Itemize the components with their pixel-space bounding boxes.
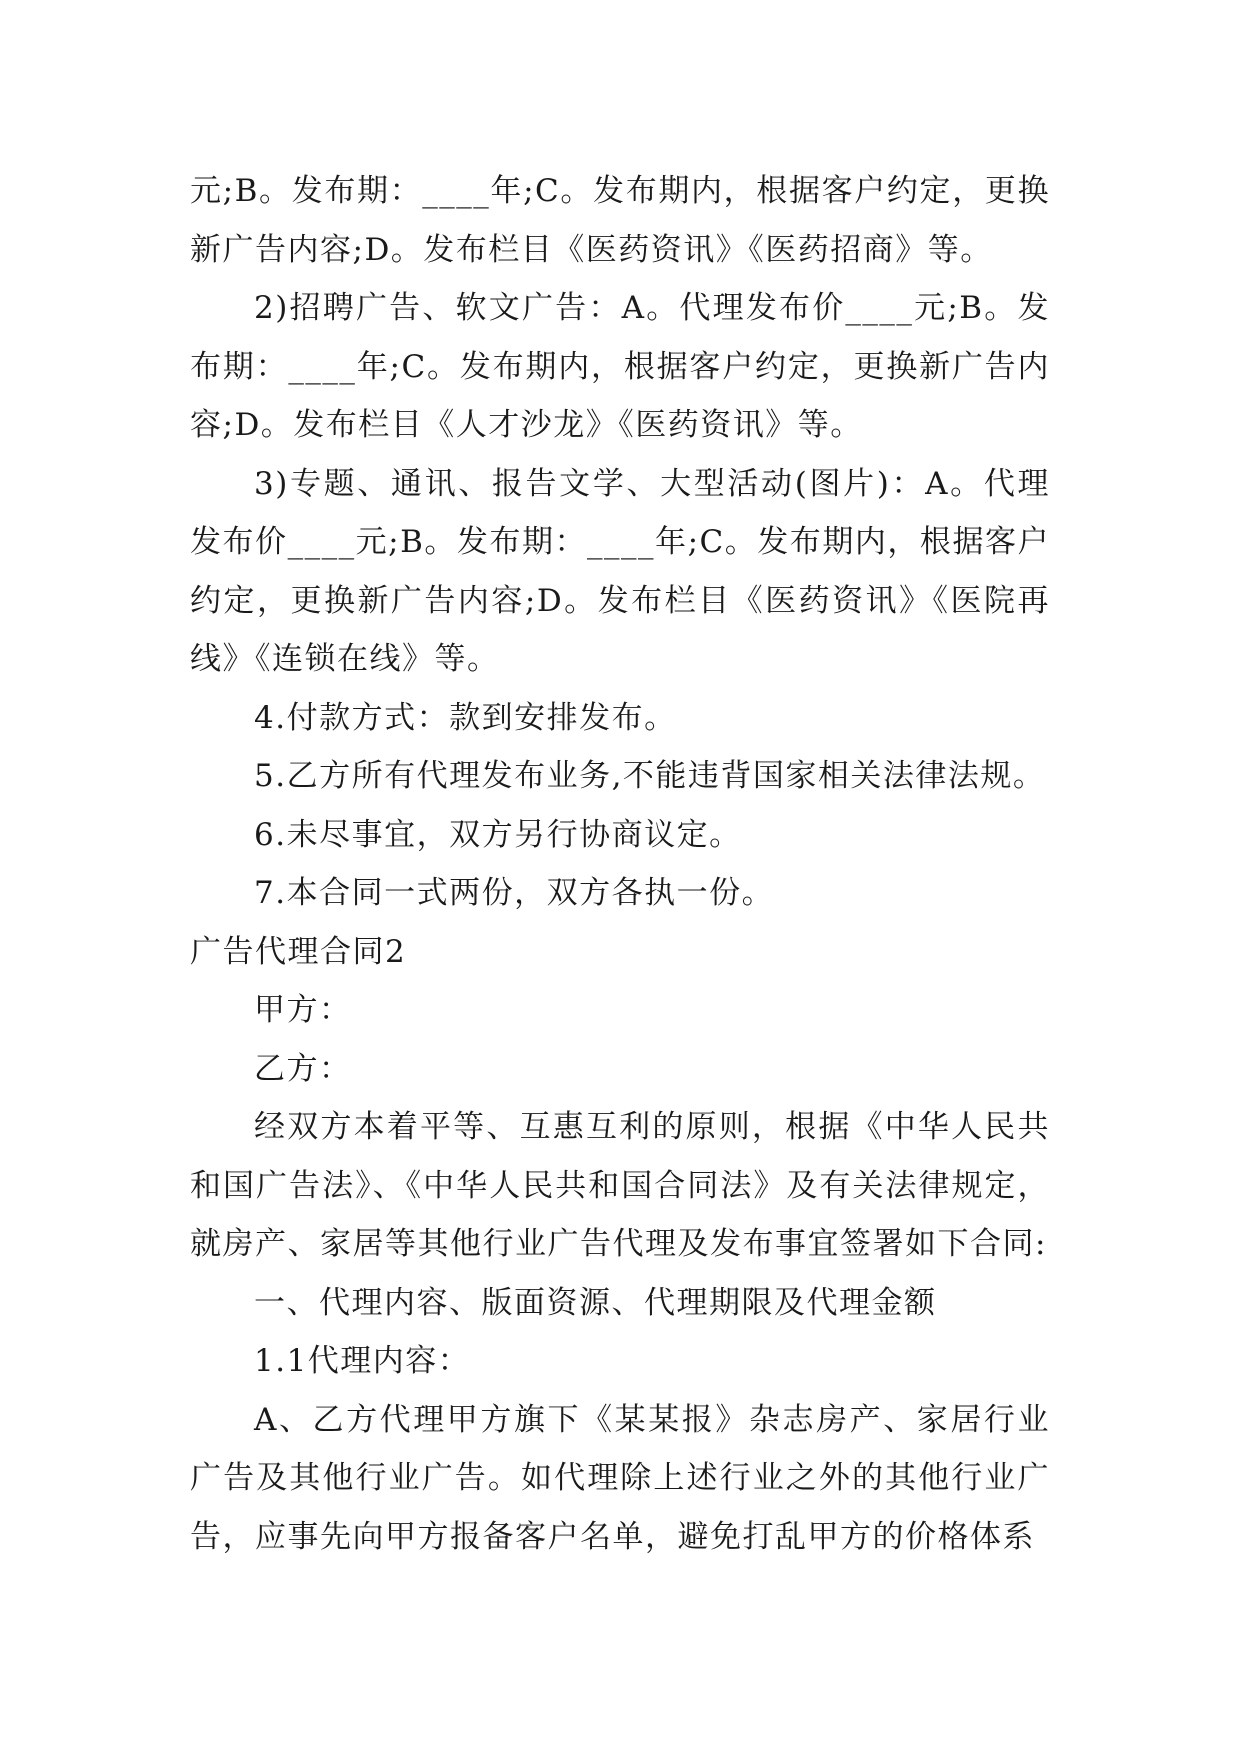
document-body	[190, 162, 1050, 1566]
paragraph-publish-terms-continued: 元;B。发布期：____年;C。发布期内，根据客户约定，更换新广告内容;D。发布栏目《医药资讯》《医药招商》等。	[190, 173, 1050, 268]
party-a-line: 甲方：	[254, 992, 352, 1028]
paragraph-agency-scope: A、乙方代理甲方旗下《某某报》杂志房产、家居行业广告及其他行业广告。如代理除上述行业之外的其他行业广告，应事先向甲方报备客户名单，避免打乱甲方的价格体系	[190, 1401, 1050, 1555]
paragraph-payment-method: 4.付款方式：款到安排发布。	[254, 699, 677, 736]
paragraph-copies: 7.本合同一式两份，双方各执一份。	[254, 875, 775, 911]
subsection-1-1-heading: 1.1代理内容：	[254, 1343, 471, 1379]
section-1-heading: 一、代理内容、版面资源、代理期限及代理金额	[254, 1284, 937, 1321]
paragraph-legal-compliance: 5.乙方所有代理发布业务,不能违背国家相关法律法规。	[254, 758, 1046, 794]
paragraph-recruitment-ads: 2)招聘广告、软文广告：A。代理发布价____元;B。发布期：____年;C。发布期内，根据客户约定，更换新广告内容;D。发布栏目《人才沙龙》《医药资讯》等。	[190, 290, 1050, 443]
party-b-line: 乙方：	[254, 1050, 352, 1087]
paragraph-preamble: 经双方本着平等、互惠互利的原则，根据《中华人民共和国广告法》、《中华人民共和国合同法》及有关法律规定，就房产、家居等其他行业广告代理及发布事宜签署如下合同:	[190, 1109, 1050, 1262]
paragraph-other-matters: 6.未尽事宜，双方另行协商议定。	[254, 816, 742, 853]
paragraph-special-topics: 3)专题、通讯、报告文学、大型活动(图片)：A。代理发布价____元;B。发布期：____年;C。发布期内，根据客户约定，更换新广告内容;D。发布栏目《医药资讯》《医院再线》《连锁在线》等。	[190, 465, 1050, 677]
contract-2-title: 广告代理合同2	[190, 933, 407, 970]
